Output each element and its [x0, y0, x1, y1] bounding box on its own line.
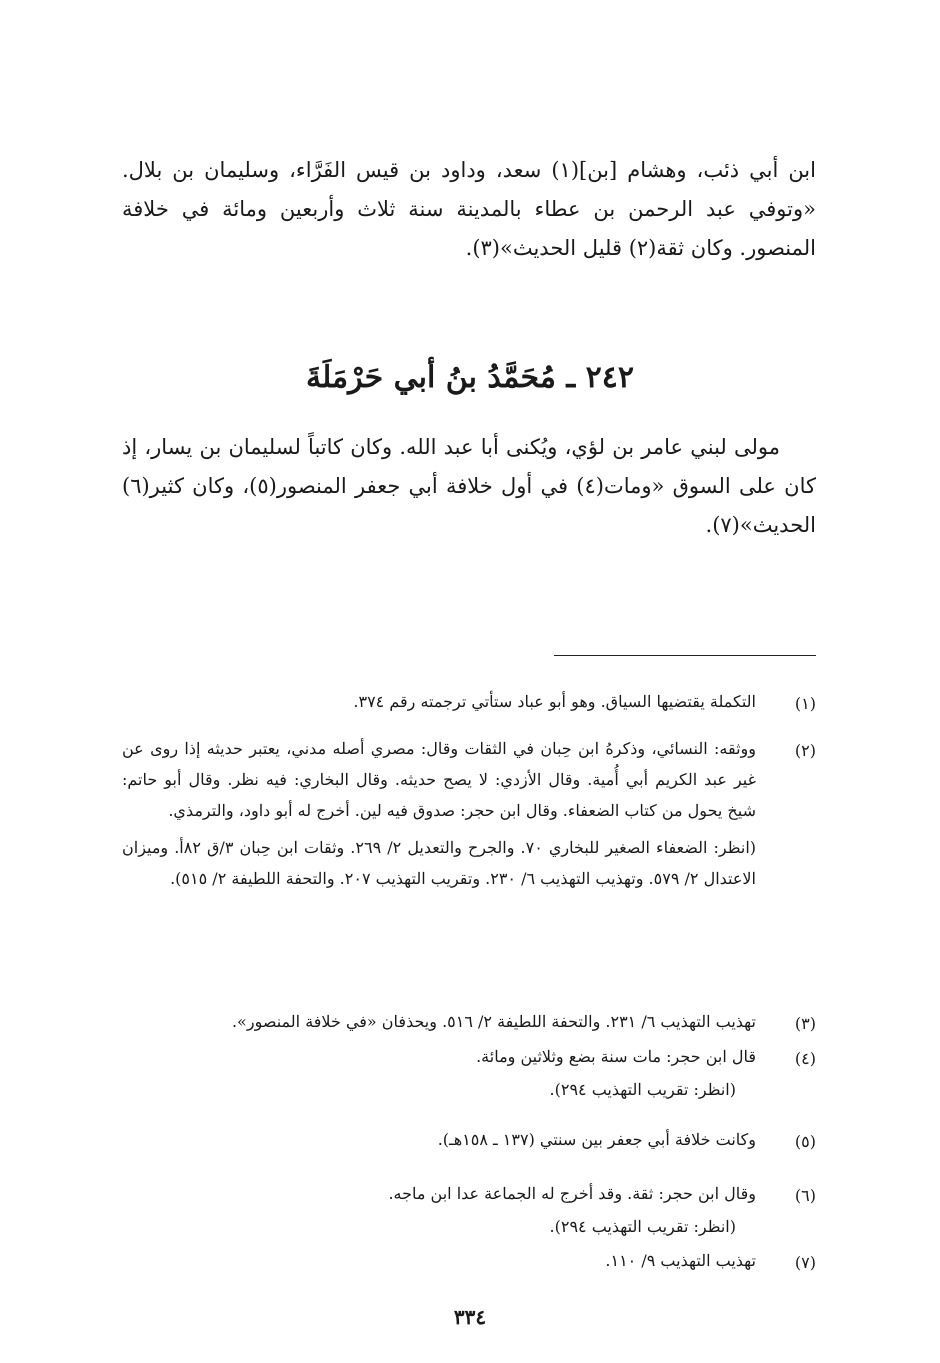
footnote-text: تهذيب التهذيب ٩/ ١١٠.: [605, 1251, 756, 1270]
footnote-text: قال ابن حجر: مات سنة بضع وثلاثين ومائة.: [476, 1047, 756, 1066]
page-number: ٣٣٤: [453, 1305, 487, 1329]
footnote-number: (٣): [794, 1014, 816, 1033]
footnote-text: ووثقه: النسائي، وذكرهُ ابن حِبان في الثقات وقال: مصري أصله مدني، يعتبر حديثه إذا روى عن غير عبد الكريم أبي أُمية. وقال الأزدي: لا يصح حديثه. وقال البخاري: فيه نظر. وقال أبو حاتم: شيخ يحول من كتاب الضعفاء. وقال ابن حجر: صدوق فيه لين. أخرج له أبو داود، والترمذي.: [122, 739, 756, 820]
footnote-2: [122, 733, 816, 894]
entry-title: ٢٤٢ ـ مُحَمَّدُ بنُ أبي حَرْمَلَةَ: [306, 360, 634, 395]
footnote-number: (٢): [794, 741, 816, 760]
footnote-1: [122, 686, 816, 717]
footnote-number: (٤): [794, 1049, 816, 1068]
footnote-reference: (انظر: تقريب التهذيب ٢٩٤).: [549, 1217, 736, 1236]
footnote-7: [122, 1245, 816, 1276]
footnote-5: [122, 1124, 816, 1155]
footnote-4: [122, 1041, 816, 1105]
footnote-reference: (انظر: الضعفاء الصغير للبخاري ٧٠. والجرح والتعديل ٢/ ٢٦٩. وثقات ابن حِبان ٣/ق ٨٢أ. وميزان الاعتدال ٢/ ٥٧٩. وتهذيب التهذيب ٦/ ٢٣٠. وتقريب التهذيب ٢٠٧. والتحفة اللطيفة ٢/ ٥١٥).: [122, 838, 757, 888]
footnote-number: (١): [794, 694, 816, 713]
footnote-number: (٦): [794, 1186, 816, 1205]
continuation-text: ابن أبي ذئب، وهشام [بن](١) سعد، وداود بن قيس الفَرَّاء، وسليمان بن بلال. «وتوفي عبد الرحمن بن عطاء بالمدينة سنة ثلاث وأربعين ومائة في خلافة المنصور. وكان ثقة(٢) قليل الحديث»(٣).: [122, 158, 816, 260]
footnote-text: وكانت خلافة أبي جعفر بين سنتي (١٣٧ ـ ١٥٨هـ).: [437, 1130, 756, 1149]
footnote-number: (٥): [794, 1132, 816, 1151]
footnote-number: (٧): [794, 1253, 816, 1272]
footnote-text: التكملة يقتضيها السياق. وهو أبو عباد ستأتي ترجمته رقم ٣٧٤.: [353, 692, 756, 711]
footnote-divider: [554, 655, 816, 656]
footnote-3: [122, 1006, 816, 1037]
entry-text: مولى لبني عامر بن لؤي، ويُكنى أبا عبد الله. وكان كاتباً لسليمان بن يسار، إذ كان على السوق «ومات(٤) في أول خلافة أبي جعفر المنصور(٥)، وكان كثير(٦) الحديث»(٧).: [122, 435, 816, 537]
footnote-reference: (انظر: تقريب التهذيب ٢٩٤).: [549, 1080, 736, 1099]
continuation-paragraph: [122, 151, 816, 268]
entry-paragraph: [122, 428, 816, 545]
footnote-6: [122, 1178, 816, 1242]
footnote-text: تهذيب التهذيب ٦/ ٢٣١. والتحفة اللطيفة ٢/ ٥١٦. ويحذفان «في خلافة المنصور».: [231, 1012, 756, 1031]
footnote-text: وقال ابن حجر: ثقة. وقد أخرج له الجماعة عدا ابن ماجه.: [388, 1184, 756, 1203]
